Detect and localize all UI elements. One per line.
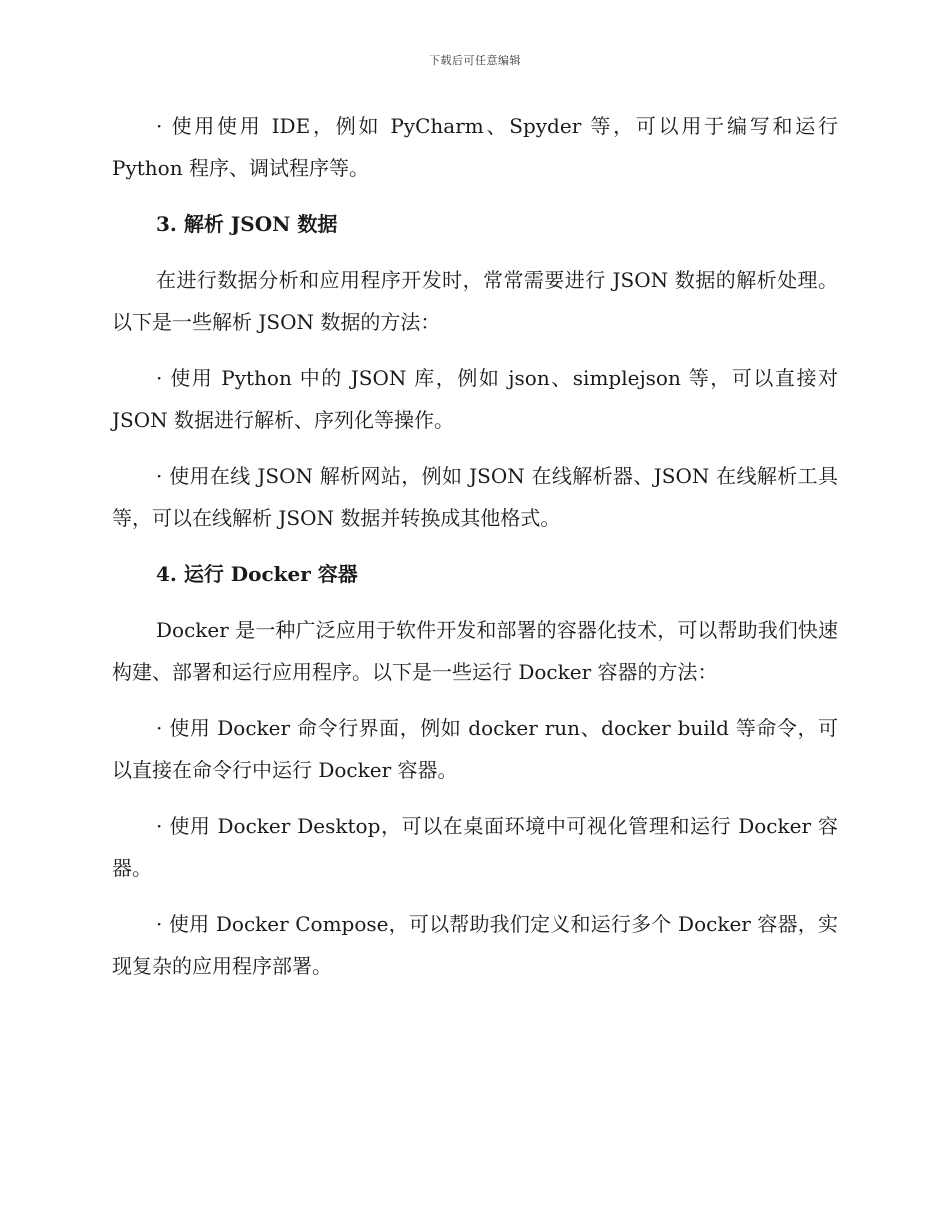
- bullet-json-library: · 使用 Python 中的 JSON 库，例如 json、simplejson 等，可以直接对 JSON 数据进行解析、序列化等操作。: [112, 366, 838, 432]
- paragraph-docker-intro: Docker 是一种广泛应用于软件开发和部署的容器化技术，可以帮助我们快速构建、部署和运行应用程序。以下是一些运行 Docker 容器的方法：: [112, 618, 838, 684]
- document-body: [112, 105, 838, 1001]
- page-header: 下载后可任意编辑: [429, 54, 521, 67]
- bullet-json-online: · 使用在线 JSON 解析网站，例如 JSON 在线解析器、JSON 在线解析工具等，可以在线解析 JSON 数据并转换成其他格式。: [112, 464, 838, 530]
- paragraph-json-intro: 在进行数据分析和应用程序开发时，常常需要进行 JSON 数据的解析处理。以下是一些解析 JSON 数据的方法：: [112, 268, 838, 334]
- section-heading-docker: 4. 运行 Docker 容器: [156, 562, 358, 586]
- section-heading-json: 3. 解析 JSON 数据: [156, 212, 338, 236]
- bullet-docker-compose: · 使用 Docker Compose，可以帮助我们定义和运行多个 Docker 容器，实现复杂的应用程序部署。: [112, 912, 838, 978]
- bullet-docker-cli: · 使用 Docker 命令行界面，例如 docker run、docker build 等命令，可以直接在命令行中运行 Docker 容器。: [112, 716, 838, 782]
- bullet-docker-desktop: · 使用 Docker Desktop，可以在桌面环境中可视化管理和运行 Docker 容器。: [112, 814, 838, 880]
- bullet-ide: · 使用使用 IDE，例如 PyCharm、Spyder 等，可以用于编写和运行 Python 程序、调试程序等。: [112, 114, 838, 180]
